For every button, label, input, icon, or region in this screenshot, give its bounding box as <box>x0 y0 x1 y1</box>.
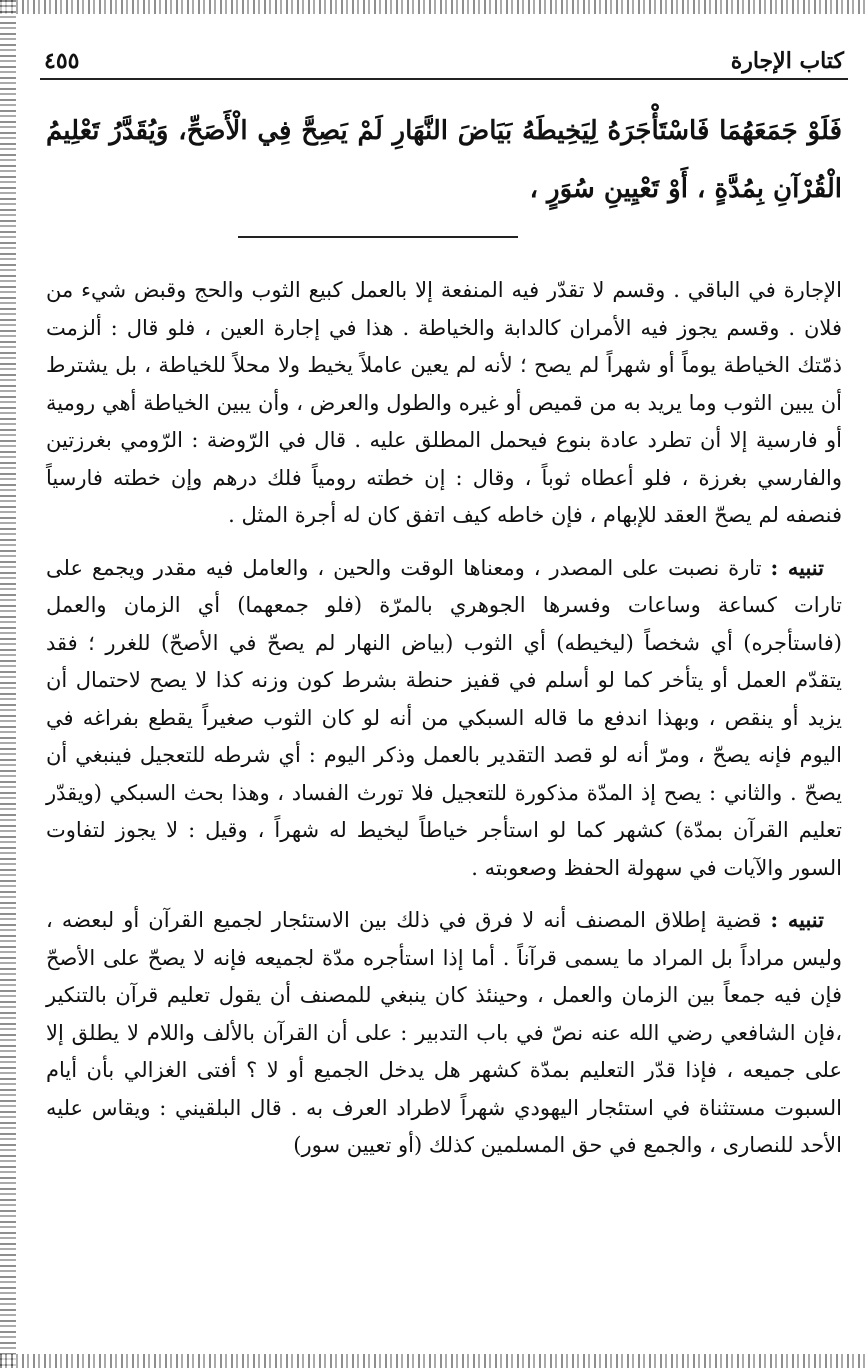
decorative-border-bottom <box>0 1354 868 1368</box>
footnote-divider <box>238 236 518 238</box>
note-text: تارة نصبت على المصدر ، ومعناها الوقت والحين ، والعامل فيه مقدر ويجمع على تارات كساعة وساعات وفسرها الجوهري بالمرّة (فلو جمعهما) أي الزمان والعمل (فاستأجره) أي شخصاً (ليخيطه) أي الثوب (بياض النهار لم يصحّ في الأصحّ) للغرر ؛ فقد يتقدّم العمل أو يتأخر كما لو أسلم في قفيز حنطة بشرط كون وزنه كذا لا يصح لاحتمال أن يزيد أو ينقص ، وبهذا اندفع ما قاله السبكي من أنه لو كان الثوب صغيراً يقطع بفراغه في اليوم فإنه يصحّ ، ومرّ أنه لو قصد التقدير بالعمل وذكر اليوم : أي شرطه للتعجيل فينبغي أن يصحّ . والثاني : يصح إذ المدّة مذكورة للتعجيل فلا تورث الفساد ، وهذا بحث السبكي (ويقدّر تعليم القرآن بمدّة) كشهر كما لو استأجر خياطاً ليخيط له شهراً ، وقيل : لا يجوز لتفاوت السور والآيات في سهولة الحفظ وصعوبته . <box>46 555 842 880</box>
main-text: فَلَوْ جَمَعَهُمَا فَاسْتَأْجَرَهُ لِيَخِيطَهُ بَيَاضَ النَّهَارِ لَمْ يَصِحَّ فِي الْأَصَحِّ، وَيُقَدَّرُ تَعْلِيمُ الْقُرْآنِ بِمُدَّةٍ ، أَوْ تَعْيِينِ سُوَرٍ ، <box>46 116 842 204</box>
note-label: تنبيه : <box>770 907 824 932</box>
note-text: قضية إطلاق المصنف أنه لا فرق في ذلك بين الاستئجار لجميع القرآن أو لبعضه ، وليس مراداً بل المراد ما يسمى قرآناً . أما إذا استأجره مدّة لجميعه فإنه لا يصحّ على الأصحّ فإن فيه جمعاً بين الزمان والعمل ، وحينئذ كان ينبغي للمصنف أن يقول تعليم قرآن بالتنكير ،فإن الشافعي رضي الله عنه نصّ في باب التدبير : على أن القرآن بالألف واللام لا يطلق إلا على جميعه ، فإذا قدّر التعليم بمدّة كشهر هل يدخل الجميع أو لا ؟ أفتى الغزالي بأن أيام السبوت مستثناة في استئجار اليهودي شهراً لاطراد العرف به . قال البلقيني : ويقاس عليه الأحد للنصارى ، والجمع في حق المسلمين كذلك (أو تعيين سور) <box>46 908 842 1157</box>
commentary-paragraph <box>46 901 842 1165</box>
note-label: تنبيه : <box>770 554 824 580</box>
decorative-border-left <box>0 0 16 1368</box>
commentary-paragraph: الإجارة في الباقي . وقسم لا تقدّر فيه المنفعة إلا بالعمل كبيع الثوب والحج وقبض شيء من فلان . وقسم يجوز فيه الأمران كالدابة والخياطة . هذا في إجارة العين ، فلو قال : ألزمت ذمّتك الخياطة يوماً أو شهراً لم يصح ؛ لأنه لم يعين عاملاً يخيط ولا محلاً للخياطة ، بل يشترط أن يبين الثوب وما يريد به من قميص أو غيره والطول والعرض ، وأن يبين الخياطة أهي رومية أو فارسية إلا أن تطرد عادة بنوع فيحمل المطلق عليه . قال في الرّوضة : الرّومي بغرزتين والفارسي بغرزة ، فلو أعطاه ثوباً ، وقال : إن خطته رومياً فلك درهم وإن خطته فارسياً فنصفه لم يصحّ العقد للإبهام ، فإن خاطه كيف اتفق كان له أجرة المثل . <box>46 278 842 527</box>
decorative-border-top <box>0 0 868 14</box>
page-number: ٤٥٥ <box>44 48 80 74</box>
page-header <box>40 30 848 80</box>
commentary <box>40 272 848 1165</box>
chapter-title: كتاب الإجارة <box>730 48 844 74</box>
book-page <box>40 30 848 1165</box>
commentary-paragraph <box>46 549 842 888</box>
